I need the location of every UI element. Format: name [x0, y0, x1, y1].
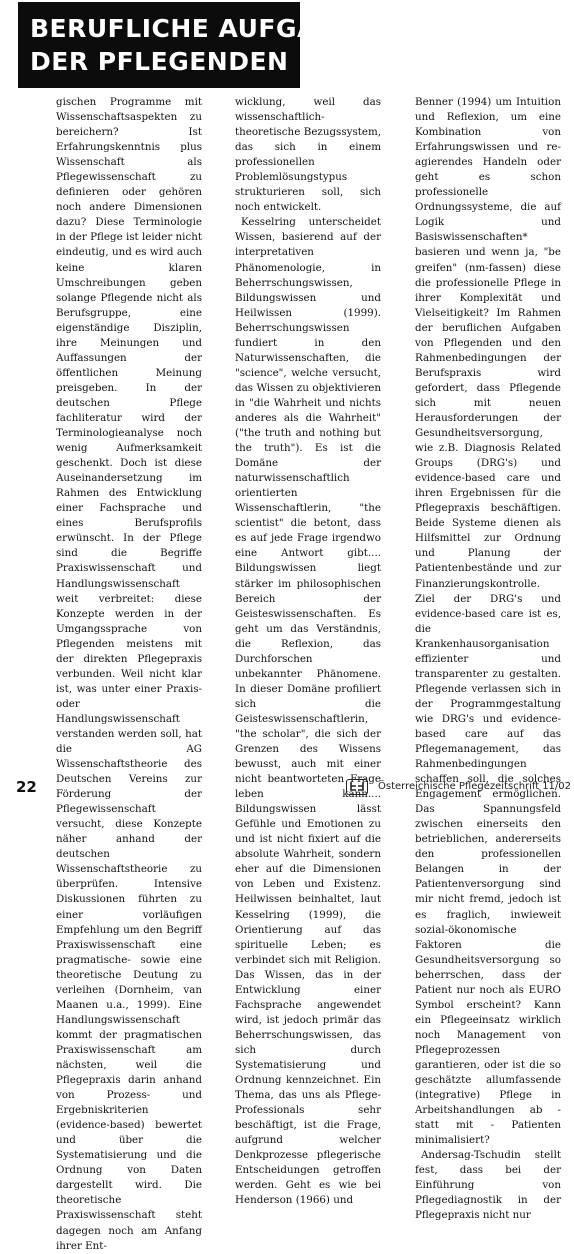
article-title-line-2: DER PFLEGENDEN — [30, 47, 289, 76]
text-column-1 — [56, 95, 202, 1252]
paragraph: Kesselring unterscheidet Wissen, basierend auf der interpretativen Phänomenologie, in Beherrschungswissen, Bildungswissen und Heilwissen (1999). Beherrschungswissen fundiert in den Naturwissenschaften, die "science", welche versucht, das Wissen zu objektivieren in "die Wahrheit und nichts anderes als die Wahrheit" ("the truth and nothing but the truth"). Es ist die Domäne der naturwissenschaftlich orientierten Wissenschaftlerin, "the scientist" die betont, dass es auf jede Frage irgendwo eine Antwort gibt.... Bildungswissen liegt stärker im philosophischen Bereich der Geisteswissenschaften. Es geht um das Verständnis, die Reflexion, das Durchforschen unbekannter Phänomene. In dieser Domäne profiliert sich die Geisteswissenschaftlerin, "the scholar", die sich der Grenzen des Wissens bewusst, auch mit einer nicht beantworteten Frage leben kann.... Bildungswissen lässt Gefühle und Emotionen zu und ist nicht fixiert auf die absolute Wahrheit, sondern eher auf die Dimensionen von Leben und Existenz. Heilwissen beinhaltet, laut Kesselring (1999), die Orientierung auf das spirituelle Leben; es verbindet sich mit Religion. Das Wissen, das in der Entwicklung einer Fachsprache angewendet wird, ist jedoch primär das Beherrschungswissen, das sich durch Systematisierung und Ordnung kennzeichnet. Ein Thema, das uns als Pflege-Professionals sehr beschäftigt, ist die Frage, aufgrund welcher Denkprozesse pflegerische Entscheidungen getroffen werden. Geht es wie bei Henderson (1966) und — [235, 216, 381, 1207]
paragraph: Benner (1994) um Intuition und Reflexion, um eine Kombination von Erfahrungswissen und re-agierendes Handeln oder geht es schon professionelle Ordnungssysteme, die auf Logik und Basiswissenschaften* basieren und wenn ja, "be greifen" (nm-fassen) diese die professionelle Pflege in ihrer Komplexität und Vielseitigkeit? Im Rahmen der beruflichen Aufgaben von Pflegenden und den Rahmenbedingungen der Berufspraxis wird gefordert, dass Pflegende sich mit neuen Herausforderungen der Gesundheitsversorgung, wie z.B. Diagnosis Related Groups (DRG's) und evidence-based care und ihren Ergebnissen für die Pflegepraxis beschäftigen. Beide Systeme dienen als Hilfsmittel zur Ordnung und Planung der Patientenbestände und zur Finanzierungskontrolle. Ziel der DRG's und evidence-based care ist es, die Krankenhausorganisation effizienter und transparenter zu gestalten. Pflegende verlassen sich in der Programmgestaltung wie DRG's und evidence-based care auf das Pflegemanagement, das Rahmenbedingungen schaffen soll, die solches Engagement ermöglichen. Das Spannungsfeld zwischen einerseits den betrieblichen, andererseits den professionellen Belangen in der Patientenversorgung sind mir nicht fremd, jedoch ist es fraglich, inwieweit sozial-ökonomische Faktoren die Gesundheitsversorgung so beherrschen, dass der Patient nur noch als EURO Symbol erscheint? Kann ein Pflegeeinsatz wirklich noch Management von Pflegeprozessen garantieren, oder ist die so geschätzte allumfassende (integrative) Pflege in Arbeitshandlungen ab - statt mit - Patienten minimalisiert? — [415, 96, 561, 1147]
article-title-band — [18, 2, 376, 88]
article-title-line-1: BERUFLICHE AUFGABEN — [30, 14, 376, 43]
journal-logo-icon — [346, 779, 368, 795]
text-column-2 — [235, 95, 381, 1207]
journal-name — [378, 781, 571, 792]
journal-title: Österreichische Pflegezeitschrift — [378, 781, 540, 792]
page-footer — [0, 778, 574, 803]
journal-issue: 11/02 — [542, 781, 572, 792]
page-number: 22 — [16, 778, 37, 796]
paragraph: gischen Programme mit Wissenschaftsaspekten zu bereichern? Ist Erfahrungskenntnis plus Wissenschaft als Pflegewissenschaft zu definieren oder gehören noch andere Dimensionen dazu? Diese Terminologie in der Pflege ist leider nicht eindeutig, und es wird auch keine klaren Umschreibungen geben solange Pflegende nicht als Berufsgruppe, eine eigenständige Disziplin, ihre Meinungen und Auffassungen der öffentlichen Meinung preisgeben. In der deutschen Pflege fachliteratur wird der Terminologieanalyse noch wenig Aufmerksamkeit geschenkt. Doch ist diese Auseinandersetzung im Rahmen des Entwicklung einer Fachsprache und eines Berufsprofils erwünscht. In der Pflege sind die Begriffe Praxiswissenschaft und Handlungswissenschaft weit verbreitet: diese Konzepte werden in der Umgangssprache von Pflegenden meistens mit der direkten Pflegepraxis verbunden. Weil nicht klar ist, was unter einer Praxis- oder Handlungswissenschaft verstanden werden soll, hat die AG Wissenschaftstheorie des Deutschen Vereins zur Förderung der Pflegewissenschaft versucht, diese Konzepte näher anhand der deutschen Wissenschaftstheorie zu überprüfen. Intensive Diskussionen führten zu einer vorläufigen Empfehlung um den Begriff Praxiswissenschaft eine pragmatische- sowie eine theoretische Deutung zu verleihen (Dornheim, van Maanen u.a., 1999). Eine Handlungswissenschaft kommt der pragmatischen Praxiswissenschaft am nächsten, weil die Pflegepraxis darin anhand von Prozess- und Ergebniskriterien (evidence-based) bewertet und über die Systematisierung und die Ordnung von Daten dargestellt wird. Die theoretische Praxiswissenschaft steht dagegen noch am Anfang ihrer Ent- — [56, 96, 202, 1252]
paragraph: wicklung, weil das wissenschaftlich-theoretische Bezugssystem, das sich in einem professionellen Problemlösungstypus strukturieren soll, sich noch entwickelt. — [235, 96, 381, 214]
paragraph: Andersag-Tschudin stellt fest, dass bei der Einführung von Pflegediagnostik in der Pflegepraxis nicht nur — [415, 1149, 561, 1222]
